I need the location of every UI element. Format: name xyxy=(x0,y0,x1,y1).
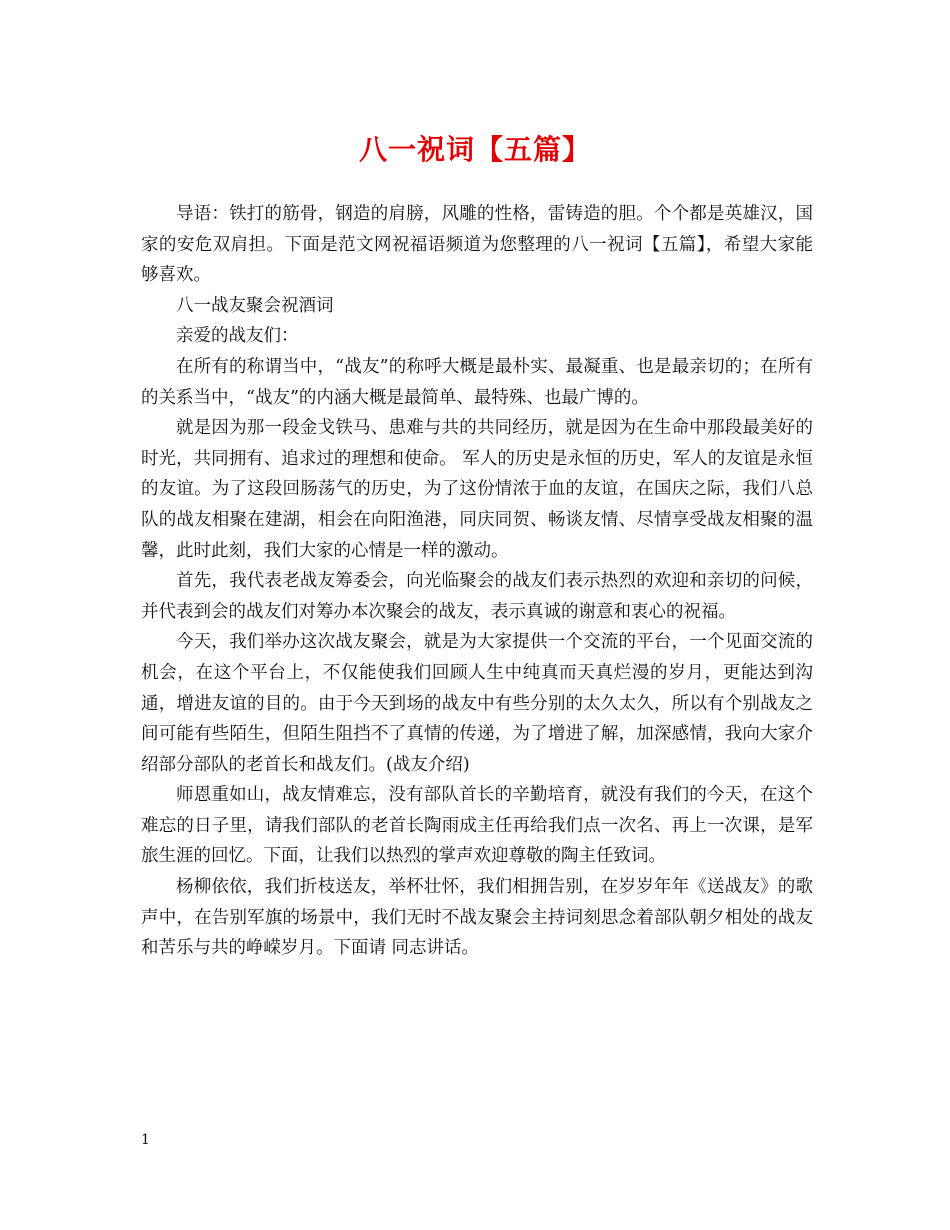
paragraph: 就是因为那一段金戈铁马、患难与共的共同经历，就是因为在生命中那段最美好的时光，共同拥有、追求过的理想和使命。 军人的历史是永恒的历史，军人的友谊是永恒的友谊。为了这段回肠荡气的历史，为了这份情浓于血的友谊，在国庆之际，我们八总队的战友相聚在建湖，相会在向阳渔港，同庆同贺、畅谈友情、尽情享受战友相聚的温馨，此时此刻，我们大家的心情是一样的激动。 xyxy=(141,418,813,561)
document-title: 八一祝词【五篇】 xyxy=(358,133,591,166)
paragraph: 今天，我们举办这次战友聚会，就是为大家提供一个交流的平台，一个见面交流的机会，在这个平台上，不仅能使我们回顾人生中纯真而天真烂漫的岁月，更能达到沟通，增进友谊的目的。由于今天到场的战友中有些分别的太久太久，所以有个别战友之间可能有些陌生，但陌生阻挡不了真情的传递，为了增进了解，加深感情，我向大家介绍部分部队的老首长和战友们。(战友介绍) xyxy=(141,632,813,775)
paragraph: 师恩重如山，战友情难忘，没有部队首长的辛勤培育，就没有我们的今天，在这个难忘的日子里，请我们部队的老首长陶雨成主任再给我们点一次名、再上一次课，是军旅生涯的回忆。下面，让我们以热烈的掌声欢迎尊敬的陶主任致词。 xyxy=(141,785,813,867)
page-number: 1 xyxy=(141,1132,150,1148)
document-body xyxy=(141,199,813,964)
paragraph: 在所有的称谓当中，“战友”的称呼大概是最朴实、最凝重、也是最亲切的；在所有的关系当中，“战友”的内涵大概是最简单、最特殊、也最广博的。 xyxy=(141,356,813,408)
paragraph-intro: 导语：铁打的筋骨，钢造的肩膀，风雕的性格，雷铸造的胆。个个都是英雄汉，国家的安危双肩担。下面是范文网祝福语频道为您整理的八一祝词【五篇】，希望大家能够喜欢。 xyxy=(141,204,813,286)
paragraph: 首先，我代表老战友筹委会，向光临聚会的战友们表示热烈的欢迎和亲切的问候，并代表到会的战友们对筹办本次聚会的战友，表示真诚的谢意和衷心的祝福。 xyxy=(141,571,813,622)
section-heading: 八一战友聚会祝酒词 xyxy=(176,295,334,316)
salutation: 亲爱的战友们： xyxy=(176,326,299,347)
paragraph: 杨柳依依，我们折枝送友，举杯壮怀，我们相拥告别，在岁岁年年《送战友》的歌声中，在告别军旗的场景中，我们无时不战友聚会主持词刻思念着部队朝夕相处的战友和苦乐与共的峥嵘岁月。下面请 同志讲话。 xyxy=(141,877,813,959)
